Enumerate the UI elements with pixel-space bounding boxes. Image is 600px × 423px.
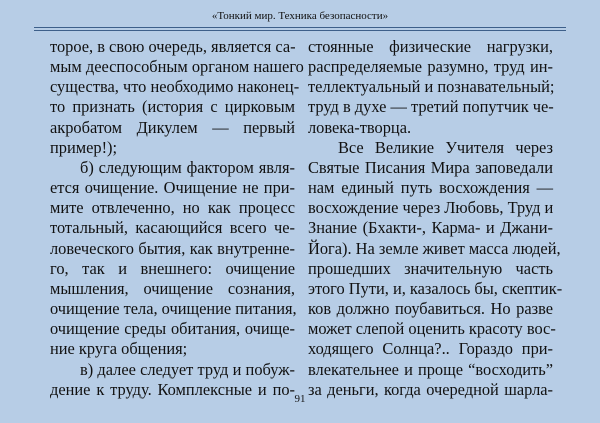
text-line: акробатом Дикулем — первый xyxy=(50,117,295,137)
text-line: то признать (история с цирковым xyxy=(50,97,295,117)
text-line: б) следующим фактором явля- xyxy=(80,157,295,177)
running-header: «Тонкий мир. Техника безопасности» xyxy=(211,10,389,22)
text-line: ков должно поубавиться. Но разве xyxy=(308,299,553,319)
text-line: влекательнее и проще “восходить” xyxy=(308,359,553,379)
text-line: ется очищение. Очищение не при- xyxy=(50,178,295,198)
text-line: прошедших значительную часть xyxy=(308,258,553,278)
text-line: восхождение через Любовь, Труд и xyxy=(308,198,554,218)
text-line: существа, что необходимо наконец- xyxy=(50,77,300,97)
text-line: очищение тела, очищение питания, xyxy=(50,299,297,319)
text-line: стоянные физические нагрузки, xyxy=(308,37,553,56)
text-line: распределяемые разумно, труд ин- xyxy=(308,57,553,77)
text-line: Все Великие Учителя через xyxy=(338,137,553,157)
text-line: дение к труду. Комплексные и по- xyxy=(50,379,295,399)
text-line: может слепой оценить красоту вос- xyxy=(308,319,556,339)
text-line: ние круга общения; xyxy=(50,339,188,359)
text-line: нам единый путь восхождения — xyxy=(308,178,553,198)
text-line: мышления, очищение сознания, xyxy=(50,278,295,298)
header-rule-bottom xyxy=(34,30,566,31)
text-line: этого Пути, и, казалось бы, скептик- xyxy=(308,278,563,298)
page-number: 91 xyxy=(294,393,306,405)
text-line: труд в духе — третий попутчик че- xyxy=(308,97,554,117)
text-line: ловека-творца. xyxy=(308,117,412,137)
text-line: мите отвлеченно, но как процесс xyxy=(50,198,295,218)
text-line: Знание (Бхакти-, Карма- и Джани- xyxy=(308,218,553,238)
text-line: пример!); xyxy=(50,137,118,157)
text-line: в) далее следует труд и побуж- xyxy=(80,359,295,379)
text-line: теллектуальный и познавательный; xyxy=(308,77,555,97)
text-line: тотальный, касающийся всего че- xyxy=(50,218,295,238)
text-line: го, так и внешнего: очищение xyxy=(50,258,295,278)
text-line: торое, в свою очередь, является са- xyxy=(50,37,296,56)
text-line: очищение среды обитания, очище- xyxy=(50,319,295,339)
left-text-column xyxy=(50,37,304,400)
text-line: ловеческого бытия, как внутренне- xyxy=(50,238,295,258)
text-line: Йога). На земле живет масса людей, xyxy=(308,238,561,258)
right-text-column xyxy=(308,37,563,400)
text-line: мым дееспособным органом нашего xyxy=(50,57,304,77)
text-line: за деньги, когда очередной шарла- xyxy=(308,379,553,399)
text-line: Святые Писания Мира заповедали xyxy=(308,157,553,177)
header-rule-top xyxy=(34,27,566,28)
text-line: ходящего Солнца?.. Гораздо при- xyxy=(308,339,553,359)
